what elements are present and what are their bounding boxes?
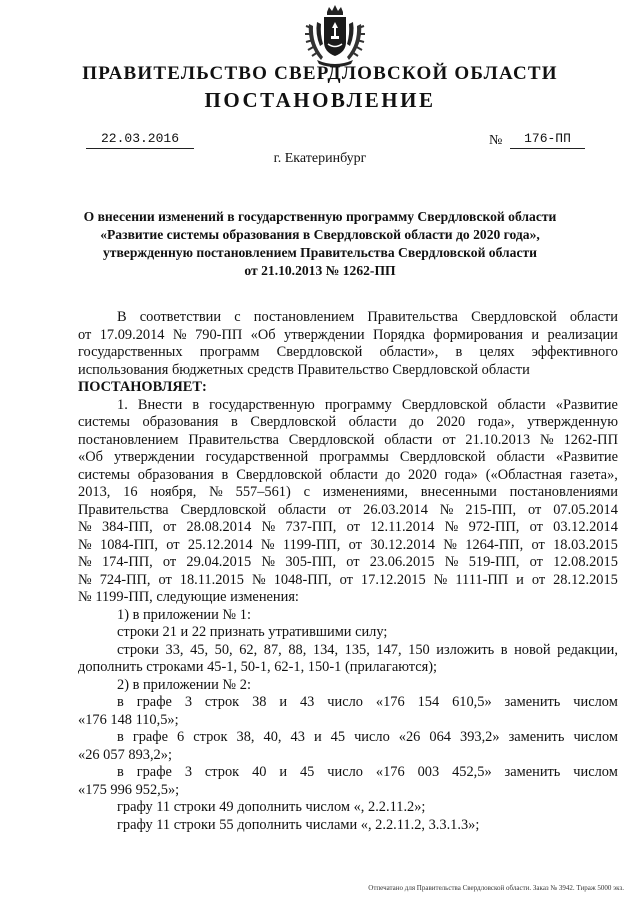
text-line: графу 11 строки 49 дополнить числом «, 2.2.11.2»; xyxy=(117,799,426,815)
word: 23.06.2015 xyxy=(369,554,435,570)
word: «176 xyxy=(375,694,405,710)
word: эффективного xyxy=(531,344,618,360)
word: года», xyxy=(477,414,515,430)
word: 18.03.2015 xyxy=(553,536,618,553)
word: «26 xyxy=(398,729,421,745)
word: № xyxy=(78,519,92,535)
word: строк xyxy=(204,764,240,780)
word: Свердловской xyxy=(276,344,363,360)
document-date: 22.03.2016 xyxy=(86,131,194,149)
text-line: «175 996 952,5»; xyxy=(78,781,180,798)
title-line: О внесении изменений в государственную программу Свердловской области xyxy=(83,209,557,224)
word: 38, xyxy=(236,729,255,745)
word: от xyxy=(529,519,543,535)
document-type: ПОСТАНОВЛЕНИЕ xyxy=(204,88,436,112)
word: 07.05.2014 xyxy=(553,501,618,518)
word: «Развитие xyxy=(555,396,618,413)
word: области xyxy=(277,501,327,518)
justified-line xyxy=(78,572,618,590)
word: 154 xyxy=(417,694,440,710)
text-line: использования бюджетных средств Правительство Свердловской области xyxy=(78,361,530,378)
word: целях xyxy=(479,344,515,360)
word: заменить xyxy=(508,729,565,745)
word: Свердловской xyxy=(288,431,375,448)
word: 519-ПП, xyxy=(468,554,520,570)
word: строки xyxy=(117,641,159,658)
word: 25.12.2014 xyxy=(187,536,253,553)
word: от xyxy=(337,501,352,518)
word: от xyxy=(529,554,543,570)
word: 45 xyxy=(330,729,346,745)
word: 150 xyxy=(408,641,430,658)
word: постановлением xyxy=(253,309,355,325)
word: строк xyxy=(193,729,228,745)
word: формирования xyxy=(433,326,523,343)
word: 43 xyxy=(299,694,315,710)
word: области», xyxy=(379,344,439,360)
justified-line xyxy=(78,449,618,467)
text-line: строки 21 и 22 признать утратившими силу; xyxy=(117,624,388,640)
word: редакции, xyxy=(557,641,618,658)
word: ноября, xyxy=(150,484,197,500)
word: № xyxy=(78,554,92,570)
word: системы xyxy=(78,414,130,430)
word: 28.12.2015 xyxy=(553,571,618,588)
word: число xyxy=(327,694,363,710)
word: 17.09.2014 xyxy=(99,326,165,343)
word: заменить xyxy=(504,694,561,710)
word: 16 xyxy=(123,484,138,500)
word: 384-ПП, xyxy=(101,519,153,535)
word: и xyxy=(313,729,322,745)
title-line: утвержденную постановлением Правительства Свердловской области xyxy=(102,245,538,260)
word: в xyxy=(500,641,508,658)
text-line: дополнить строками 45-1, 50-1, 62-1, 150-1 (прилагаются); xyxy=(78,659,438,675)
organization-name: ПРАВИТЕЛЬСТВО СВЕРДЛОВСКОЙ ОБЛАСТИ xyxy=(82,63,558,84)
word: число xyxy=(354,729,390,745)
word: числом xyxy=(573,729,618,745)
word: 03.12.2014 xyxy=(553,519,618,535)
word: № xyxy=(444,554,459,570)
word: от xyxy=(163,519,177,535)
word: постановлением xyxy=(78,431,179,448)
word: от xyxy=(162,554,177,570)
word: Свердловской xyxy=(250,414,337,430)
word: области xyxy=(384,431,433,448)
word: 3 xyxy=(184,764,193,780)
text-line: «176 148 110,5»; xyxy=(78,711,179,728)
word: заменить xyxy=(504,764,561,780)
word: от xyxy=(348,536,362,553)
word: системы xyxy=(78,466,130,483)
word: 3 xyxy=(184,694,193,710)
word: области xyxy=(329,466,378,483)
word: от xyxy=(158,571,172,588)
word: 393,2» xyxy=(460,729,500,745)
word: 26.03.2014 xyxy=(363,501,428,518)
word: Правительства xyxy=(78,501,169,518)
word: 135, xyxy=(344,641,370,658)
word: и xyxy=(516,571,524,588)
word: № xyxy=(443,536,457,553)
word: «Развитие xyxy=(555,449,618,465)
justified-line xyxy=(78,397,618,415)
word: программу xyxy=(324,396,392,413)
word: числом xyxy=(573,694,618,710)
word: в xyxy=(117,694,124,710)
word: 40, xyxy=(263,729,282,745)
word: образования xyxy=(137,466,214,483)
city-line: г. Екатеринбург xyxy=(273,151,367,166)
word: 003 xyxy=(417,764,440,780)
word: строк xyxy=(204,694,240,710)
word: Свердловской xyxy=(471,309,557,325)
word: № xyxy=(78,536,92,553)
justified-line xyxy=(78,519,618,537)
word: 87, xyxy=(263,641,282,658)
word: 40 xyxy=(252,764,267,780)
word: от xyxy=(528,501,542,518)
word: 2020 xyxy=(408,466,437,483)
word: и xyxy=(531,326,540,343)
word: 610,5» xyxy=(452,694,492,710)
word: Правительства xyxy=(367,309,458,325)
word: программы xyxy=(319,449,389,465)
word: Порядка xyxy=(372,326,425,343)
word: 28.08.2014 xyxy=(186,519,252,535)
justified-line xyxy=(78,764,618,782)
word: от xyxy=(78,326,92,343)
word: 21.10.2013 xyxy=(465,431,531,448)
word: 1. xyxy=(117,396,128,413)
word: области xyxy=(496,449,545,465)
word: соответствии xyxy=(139,309,222,325)
word: 1262-ПП xyxy=(563,431,618,448)
word: в xyxy=(221,466,229,483)
word: № xyxy=(540,431,554,448)
word: области xyxy=(348,414,397,430)
word: области xyxy=(497,396,546,413)
word: № xyxy=(78,571,92,588)
word: 18.11.2015 xyxy=(179,571,244,588)
document-title xyxy=(60,208,580,280)
word: 29.04.2015 xyxy=(186,554,252,570)
justified-line xyxy=(78,642,618,660)
text-line: графу 11 строки 55 дополнить числами «, 2.2.11.2, 3.3.1.3»; xyxy=(117,816,480,833)
word: постановлениями xyxy=(509,484,618,500)
word: 30.12.2014 xyxy=(370,536,435,553)
word: 12.08.2015 xyxy=(553,554,618,570)
word: 064 xyxy=(429,729,451,745)
justified-line xyxy=(78,484,618,502)
word: 1199-ПП, xyxy=(282,536,341,553)
word: 134, xyxy=(312,641,339,658)
document-number: 176-ПП xyxy=(510,131,585,149)
word: внесенными xyxy=(420,484,497,500)
word: изложить xyxy=(436,641,495,658)
word: 305-ПП, xyxy=(285,554,337,570)
word: программ xyxy=(199,344,260,360)
word: 50, xyxy=(214,641,233,658)
word: № xyxy=(172,326,187,343)
subitem-heading: 2) в приложении № 2: xyxy=(117,676,251,693)
word: 2020 xyxy=(436,414,466,430)
word: утвержденную xyxy=(527,414,618,430)
word: Правительства xyxy=(188,431,279,448)
word: («Областная xyxy=(485,466,563,483)
word: 1264-ПП, xyxy=(465,536,524,553)
word: года» xyxy=(444,466,478,483)
word: образования xyxy=(142,414,219,430)
word: от xyxy=(442,431,456,448)
word: в xyxy=(231,414,238,430)
coat-of-arms-emblem xyxy=(303,4,367,68)
word: 790-ПП xyxy=(195,326,243,343)
word: 33, xyxy=(165,641,184,658)
document-body xyxy=(78,309,618,834)
word: от xyxy=(339,571,353,588)
word: № xyxy=(261,519,276,535)
word: 6 xyxy=(177,729,185,745)
word: 1111-ПП xyxy=(455,571,509,588)
word: число xyxy=(327,764,363,780)
word: и xyxy=(279,694,288,710)
justified-line xyxy=(78,467,618,485)
word: в xyxy=(455,344,463,360)
word: № xyxy=(260,536,275,553)
word: Свердловской xyxy=(236,466,322,483)
word: утверждении xyxy=(284,326,365,343)
word: в xyxy=(117,764,124,780)
word: до xyxy=(409,414,424,430)
justified-line xyxy=(78,432,618,450)
word: В xyxy=(117,309,127,325)
word: от xyxy=(166,536,180,553)
word: утверждении xyxy=(114,449,195,465)
word: от xyxy=(346,554,360,570)
word: Свердловской xyxy=(180,501,267,518)
word: 557–561) xyxy=(235,484,291,500)
word: государственную xyxy=(209,396,315,413)
word: 452,5» xyxy=(452,764,492,780)
word: графе xyxy=(136,694,172,710)
justified-line xyxy=(78,344,618,362)
word: № xyxy=(433,571,448,588)
word: до xyxy=(385,466,401,483)
word: новой xyxy=(514,641,551,658)
word: «176 xyxy=(375,764,405,780)
justified-line xyxy=(78,309,618,327)
word: 38 xyxy=(252,694,267,710)
word: области xyxy=(569,309,618,325)
number-sign: № xyxy=(489,133,503,148)
word: графе xyxy=(136,764,172,780)
word: и xyxy=(279,764,288,780)
title-line: «Развитие системы образования в Свердловской области до 2020 года», xyxy=(100,227,540,242)
justified-line xyxy=(78,537,618,555)
word: № xyxy=(209,484,223,500)
word: 88, xyxy=(288,641,307,658)
word: № xyxy=(439,501,454,518)
word: № xyxy=(251,571,266,588)
word: 724-ПП, xyxy=(99,571,151,588)
print-footer: Отпечатано для Правительства Свердловской области. Заказ № 3942. Тираж 5000 экз. xyxy=(368,884,624,892)
text-line: № 1199-ПП, следующие изменения: xyxy=(78,589,299,605)
word: от xyxy=(346,519,360,535)
word: государственных xyxy=(78,344,183,360)
word: от xyxy=(531,571,546,588)
justified-line xyxy=(78,327,618,345)
word: 2013, xyxy=(78,484,111,500)
word: 737-ПП, xyxy=(285,519,337,535)
word: графе xyxy=(132,729,169,745)
word: с xyxy=(234,309,241,325)
word: № xyxy=(444,519,459,535)
word: 1048-ПП, xyxy=(273,571,332,588)
word: государственной xyxy=(205,449,309,465)
word: реализации xyxy=(547,326,618,343)
justified-line xyxy=(78,414,618,432)
subitem-heading: 1) в приложении № 1: xyxy=(117,606,251,623)
justified-line xyxy=(78,729,618,747)
text-line: «26 057 893,2»; xyxy=(78,746,172,763)
word: 12.11.2014 xyxy=(370,519,435,535)
word: 17.12.2015 xyxy=(360,571,426,588)
word: «Об xyxy=(250,326,276,343)
word: 147, xyxy=(376,641,402,658)
word: с xyxy=(303,484,310,500)
word: в xyxy=(192,396,200,413)
word: 215-ПП, xyxy=(465,501,517,518)
word: 62, xyxy=(239,641,258,658)
word: 972-ПП, xyxy=(468,519,520,535)
title-line: от 21.10.2013 № 1262-ПП xyxy=(244,263,396,278)
justified-line xyxy=(78,502,618,520)
resolves-heading: ПОСТАНОВЛЯЕТ: xyxy=(78,379,207,395)
word: 174-ПП, xyxy=(101,554,153,570)
word: 45 xyxy=(299,764,315,780)
word: Внести xyxy=(137,396,183,413)
word: 45, xyxy=(190,641,209,658)
word: 43 xyxy=(290,729,305,745)
justified-line xyxy=(78,694,618,712)
word: от xyxy=(531,536,545,553)
word: Свердловской xyxy=(399,449,486,465)
word: № xyxy=(261,554,276,570)
word: газета», xyxy=(569,466,618,483)
justified-line xyxy=(78,554,618,572)
word: «Об xyxy=(78,449,103,465)
word: 1084-ПП, xyxy=(100,536,158,553)
word: изменениями, xyxy=(322,484,408,500)
word: в xyxy=(117,729,124,745)
word: числом xyxy=(573,764,618,780)
word: Свердловской xyxy=(401,396,488,413)
